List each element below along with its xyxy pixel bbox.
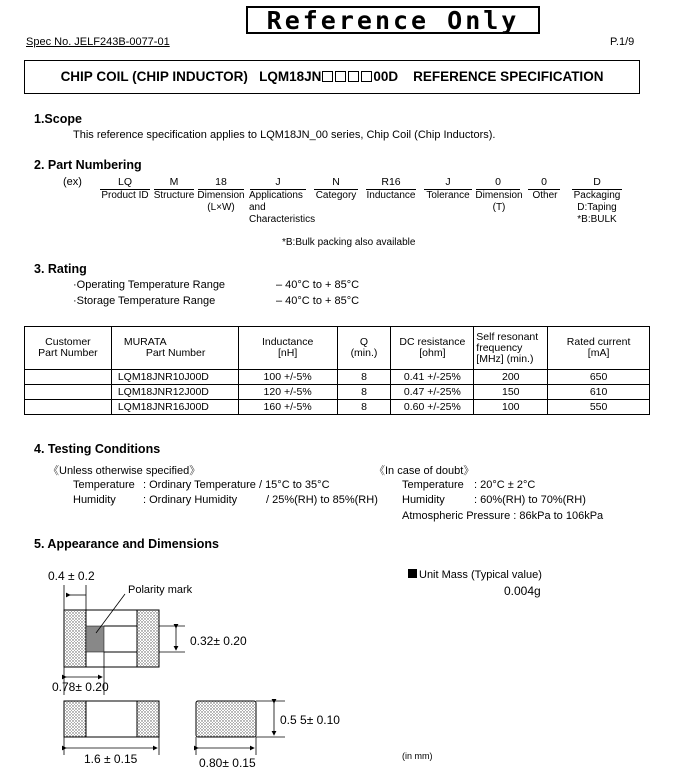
- col-q-l1: Q: [359, 336, 369, 348]
- pn-code-packaging: D: [572, 176, 622, 190]
- test-humidity-value: : Ordinary Humidity: [143, 494, 238, 506]
- pn-label-packaging-text: Packaging: [573, 190, 621, 201]
- rating-table-header: [25, 327, 650, 370]
- dim-height-label: 0.5 5± 0.10: [280, 713, 340, 727]
- cell-q: 8: [337, 370, 391, 385]
- col-srf-l1: Self resonant: [476, 330, 539, 343]
- scope-heading: 1.Scope: [34, 112, 82, 126]
- cell-customer: [25, 370, 112, 385]
- pn-label-dimension-t-text: Dimension: [475, 190, 523, 201]
- document-title: [24, 60, 640, 94]
- placeholder-box-icon: [335, 71, 346, 82]
- cell-murata: LQM18JNR16J00D: [111, 400, 238, 415]
- pn-code-other: 0: [528, 176, 560, 190]
- test-humidity-range: / 25%(RH) to 85%(RH): [266, 494, 378, 506]
- pn-label-structure: Structure: [153, 190, 195, 201]
- col-inductance: [238, 327, 337, 370]
- pn-label-dimension-t-sub: (T): [492, 202, 506, 213]
- cell-customer: [25, 400, 112, 415]
- testing-heading: 4. Testing Conditions: [34, 442, 161, 456]
- chip-side-view: [196, 701, 256, 737]
- pn-label-packaging-d: D:Taping: [577, 202, 617, 213]
- pn-code-structure: M: [154, 176, 194, 190]
- in-case-of-doubt: 《In case of doubt》: [374, 465, 475, 477]
- pn-code-category: N: [314, 176, 358, 190]
- chip-top-right-electrode: [137, 610, 159, 667]
- unit-mass: [408, 569, 542, 581]
- col-inductance-l2: [nH]: [278, 347, 298, 359]
- table-row: [25, 385, 650, 400]
- pn-label-dimension-text: Dimension: [197, 190, 245, 201]
- unit-mass-label: Unit Mass (Typical value): [419, 569, 542, 581]
- cell-q: 8: [337, 385, 391, 400]
- cell-inductance: 160 +/-5%: [238, 400, 337, 415]
- chip-bottom-left-electrode: [64, 701, 86, 737]
- unit-mass-value: 0.004g: [504, 584, 541, 598]
- cell-current: 610: [548, 385, 650, 400]
- doubt-temp-label: Temperature: [402, 479, 464, 491]
- pn-code-product-id: LQ: [100, 176, 150, 190]
- page-number: P.1/9: [610, 36, 635, 48]
- pn-label-applications-1: Applications: [249, 190, 303, 201]
- cell-srf: 150: [474, 385, 548, 400]
- placeholder-box-icon: [348, 71, 359, 82]
- chip-top-left-electrode: [64, 610, 86, 667]
- dim-length-label: 1.6 ± 0.15: [84, 752, 138, 766]
- doubt-temp-value: : 20°C ± 2°C: [474, 479, 536, 491]
- col-srf-l3: [MHz] (min.): [476, 352, 534, 365]
- pn-label-inductance: Inductance: [366, 190, 416, 201]
- reference-only-banner: Reference Only: [246, 6, 540, 34]
- scope-text: This reference specification applies to LQM18JN_00 series, Chip Coil (Chip Inductors).: [73, 129, 496, 141]
- pn-label-dimension-sub: (L×W): [207, 202, 235, 213]
- table-row: [25, 370, 650, 385]
- rating-table: [24, 326, 650, 415]
- pn-code-tolerance: J: [424, 176, 472, 190]
- pn-label-applications-2: and: [249, 202, 266, 213]
- col-current-l1: Rated current: [566, 336, 631, 348]
- spec-number: Spec No. JELF243B-0077-01: [26, 36, 170, 48]
- cell-murata: LQM18JNR10J00D: [111, 370, 238, 385]
- dim-bottom-left-label: 0.78± 0.20: [52, 680, 109, 694]
- storage-temp-value: – 40°C to + 85°C: [276, 295, 360, 307]
- dim-w2-label: 0.80± 0.15: [199, 756, 256, 770]
- pn-code-dimension-t: 0: [476, 176, 520, 190]
- pn-label-applications: [249, 190, 316, 226]
- cell-current: 650: [548, 370, 650, 385]
- col-customer: [25, 327, 112, 370]
- unless-specified: 《Unless otherwise specified》: [48, 465, 201, 477]
- col-srf-l2: frequency: [476, 341, 523, 354]
- atmospheric-pressure: Atmospheric Pressure : 86kPa to 106kPa: [402, 510, 604, 522]
- pn-label-packaging-b: *B:BULK: [577, 214, 617, 225]
- operating-temp-label: ·Operating Temperature Range: [73, 279, 226, 291]
- bulk-note: *B:Bulk packing also available: [282, 237, 416, 248]
- chip-bottom-right-electrode: [137, 701, 159, 737]
- cell-murata: LQM18JNR12J00D: [111, 385, 238, 400]
- polarity-mark-shape: [86, 626, 104, 652]
- part-numbering-ex: (ex): [63, 176, 82, 188]
- title-left: CHIP COIL (CHIP INDUCTOR): [60, 69, 248, 84]
- cell-dcr: 0.41 +/-25%: [391, 370, 474, 385]
- operating-temp-value: – 40°C to + 85°C: [276, 279, 360, 291]
- placeholder-box-icon: [361, 71, 372, 82]
- storage-temp-label: ·Storage Temperature Range: [73, 295, 216, 307]
- pn-code-inductance: R16: [366, 176, 416, 190]
- col-current-l2: [mA]: [587, 347, 610, 359]
- part-numbering-heading: 2. Part Numbering: [34, 158, 142, 172]
- polarity-mark-label: Polarity mark: [128, 584, 193, 596]
- pn-label-packaging: [568, 190, 626, 226]
- doubt-humidity-value: : 60%(RH) to 70%(RH): [474, 494, 586, 506]
- col-dcr-l2: [ohm]: [419, 347, 446, 359]
- col-customer-l2: Part Number: [38, 347, 98, 359]
- doubt-humidity-label: Humidity: [402, 494, 445, 506]
- cell-q: 8: [337, 400, 391, 415]
- dim-width-label: 0.32± 0.20: [190, 634, 247, 648]
- cell-dcr: 0.60 +/-25%: [391, 400, 474, 415]
- col-q-l2: (min.): [350, 347, 378, 359]
- pn-code-applications: J: [250, 176, 306, 190]
- units-note: (in mm): [402, 751, 433, 761]
- col-srf: [474, 327, 548, 370]
- cell-inductance: 120 +/-5%: [238, 385, 337, 400]
- col-current: [548, 327, 650, 370]
- cell-dcr: 0.47 +/-25%: [391, 385, 474, 400]
- title-part-suffix: 00D: [373, 69, 399, 84]
- col-customer-l1: Customer: [45, 336, 91, 348]
- col-murata-l2: Part Number: [145, 347, 206, 359]
- test-temp-label: Temperature: [73, 479, 135, 491]
- square-bullet-icon: [408, 569, 417, 578]
- cell-customer: [25, 385, 112, 400]
- placeholder-box-icon: [322, 71, 333, 82]
- test-humidity-label: Humidity: [73, 494, 116, 506]
- pn-label-other: Other: [532, 190, 558, 201]
- cell-srf: 100: [474, 400, 548, 415]
- cell-srf: 200: [474, 370, 548, 385]
- col-murata: [111, 327, 238, 370]
- col-dcr-l1: DC resistance: [399, 336, 466, 348]
- col-q: [337, 327, 391, 370]
- pn-code-dimension: 18: [198, 176, 244, 190]
- col-murata-l1: MURATA: [123, 336, 167, 348]
- title-part-prefix: LQM18JN: [259, 69, 322, 84]
- col-dcr: [391, 327, 474, 370]
- test-temp-value: : Ordinary Temperature / 15°C to 35°C: [143, 479, 330, 491]
- rating-heading: 3. Rating: [34, 262, 87, 276]
- col-inductance-l1: Inductance: [261, 336, 314, 348]
- pn-label-category: Category: [315, 190, 357, 201]
- table-row: [25, 400, 650, 415]
- dimension-drawing: [0, 555, 400, 778]
- title-right: REFERENCE SPECIFICATION: [413, 69, 604, 84]
- pn-label-applications-3: Characteristics: [249, 214, 316, 225]
- cell-current: 550: [548, 400, 650, 415]
- appearance-heading: 5. Appearance and Dimensions: [34, 537, 220, 551]
- pn-label-dimension: [196, 190, 246, 214]
- pn-label-dimension-t: [474, 190, 524, 214]
- pn-label-tolerance: Tolerance: [426, 190, 470, 201]
- cell-inductance: 100 +/-5%: [238, 370, 337, 385]
- dim-top-label: 0.4 ± 0.2: [48, 569, 95, 583]
- pn-label-product-id: Product ID: [101, 190, 149, 201]
